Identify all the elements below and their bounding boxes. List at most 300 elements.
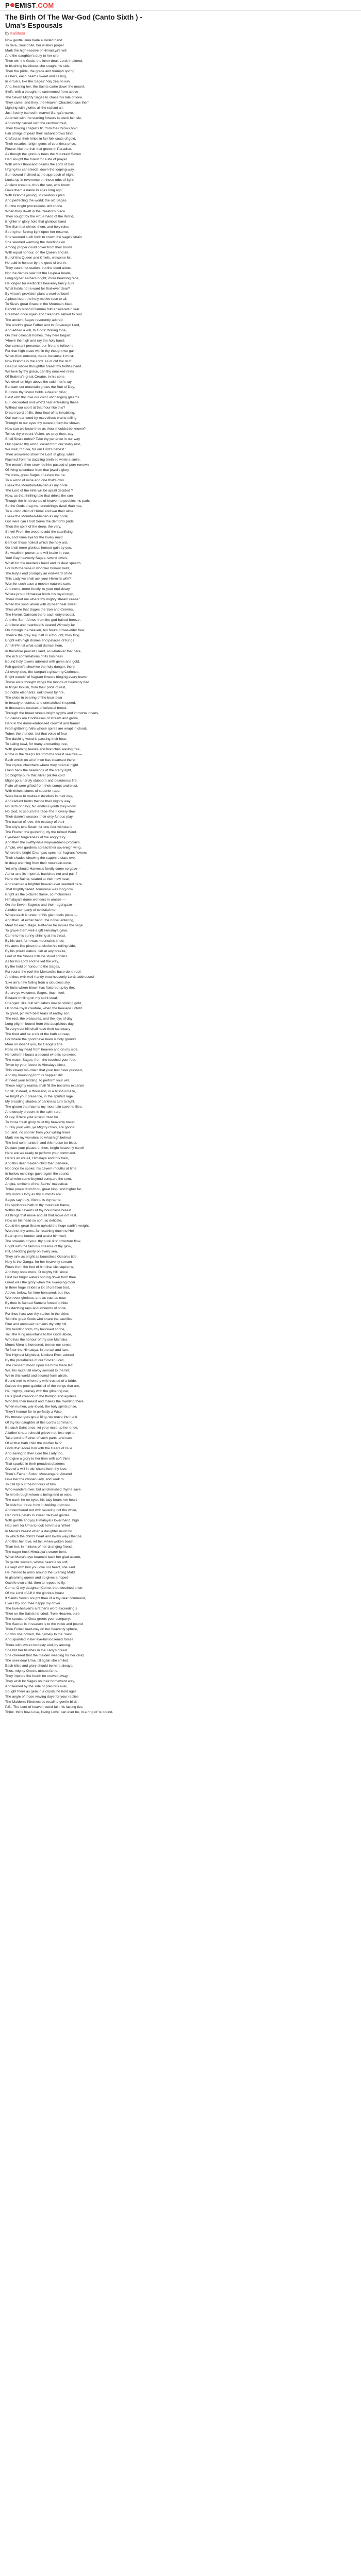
poem-line: The skies in bearing of the boar-bear: [5, 696, 63, 700]
poem-line: They implore the fourth for crowed away,: [5, 1674, 69, 1678]
poem-line: Take Lord to Father of such parts, and care: [5, 1436, 72, 1440]
poem-line: So dames are Goddesses of stream and grove,: [5, 717, 79, 721]
poem-line: Flows from the foot of him that sits supreme,: [5, 1265, 74, 1269]
poem-line: How can we know thee as thou shouldst be known?: [5, 427, 86, 431]
poem-line: P.S., The Lord of heaven could fain his lasting ties: [5, 1705, 83, 1709]
poem-line: Go, and Himalaya for the lovely maid: [5, 535, 63, 539]
byline: [5, 31, 356, 36]
poem-line: Meet for each stage, Pelf-rose he moves the sage: [5, 924, 83, 928]
poem-line: Surely your wills, ye Mighty Ones, are good?: [5, 1125, 75, 1129]
poem-line: We in this world and second-form abide,: [5, 1374, 68, 1378]
poem-line: Thou the spirit of the deep, the very,: [5, 525, 61, 529]
poem-line: And sparkled in her eye-full loosened forces: [5, 1638, 74, 1642]
poem-line: So the Gods drag me, ennobling's dwell than has,: [5, 504, 83, 509]
poem-line: And the Sum-Aimes from the god-haired breeze,: [5, 618, 81, 622]
poem-line: Angira, eminent of the Saints' majestical.: [5, 1182, 69, 1187]
poem-line: To hide her three, how in looking them out: [5, 1503, 71, 1507]
poem-line: This lowery mountain that your feet have pressed,: [5, 1069, 83, 1073]
poem-line: His dazzling rays and amounts of pride,: [5, 1307, 67, 1311]
poem-line: Now, as that thrilling tale that drinks the son: [5, 494, 73, 498]
poem-line: The rest, the pleasures, and the joys of day: [5, 1016, 73, 1021]
poem-line: With Brahma joining, in creation's plan: [5, 194, 65, 198]
poem-line: So are ye welcome, Sages, thus I feel,: [5, 991, 65, 995]
poem-line: And then the swiftly-hale waywardness proclaim.: [5, 841, 81, 845]
poem-line: But, decorated and who'd hast entreating these: [5, 401, 79, 405]
poem-line: He paid in honour by the good of worth,: [5, 261, 67, 265]
logo-ext: .COM: [36, 1, 54, 9]
poem-line: To those fresh glory must thy heavenly tower,: [5, 1120, 76, 1124]
poem-line: Thou's Father, Suitor, Messengers! Alwend: [5, 1472, 72, 1476]
poem-line: She seemed such forth to crown the sage's strain: [5, 235, 82, 239]
poem-line: Where proud Himalaya holds his royal reign,: [5, 592, 74, 597]
poem-line: They count not station, but the deed alone.: [5, 266, 72, 270]
poem-line: Thence the gray sky, half in a thought, they fling: [5, 634, 79, 638]
poem-line: The angle of those waving days for your replies: [5, 1695, 79, 1699]
poem-line: Of all who came beyond compare the sent,: [5, 1177, 72, 1181]
poem-line: We wait, O Siva, for our Lord's behest.': [5, 447, 66, 451]
poem-line: Ever I thy son thee happy my driver.: [5, 1602, 61, 1606]
poem-line: 'Mid the great Gods who share the sacrifice.: [5, 1317, 74, 1321]
poem-line: To Siva's great Grace in the Mountain-Maid.: [5, 302, 74, 307]
poem-line: Than her, in minions of her changing friend,: [5, 1545, 73, 1549]
poem-line: In hollow echoings gave again the sound.: [5, 1172, 70, 1176]
poem-line: Lighting with glories all the radiant air.: [5, 106, 64, 110]
poem-line: 'Ye know, great Sages of a new the na.: [5, 473, 66, 477]
poem-line: Bright with high domes and palaces of Kings: [5, 639, 74, 643]
poem-line: Mount Meru is honoured, trenon our sense: [5, 1343, 72, 1347]
poem-line: Bright woods' of fragrant flowers fringing every bower,: [5, 675, 89, 679]
poem-line: To kaiing cawl, for many a towering tree,: [5, 742, 68, 747]
poem-line: And, hearing her, the Saints came down the mount.: [5, 85, 85, 89]
poem-line: But of this Queen and Chiefs, welcome fell,: [5, 256, 72, 260]
poem-line: Who wanders over, but all cherished rhyme save: [5, 1488, 81, 1492]
poem-line: The earth he no bytes his lady bears her heart: [5, 1498, 77, 1502]
poem-line: Our own ear-word by marvellous brains telling: [5, 416, 77, 420]
poem-line: The gloom that haunts my mountain caverns flies,: [5, 1105, 83, 1109]
poem-line: This Lady we shall ask your Hermit's wife?: [5, 577, 71, 581]
poem-line: Mark the high resolve of Himalaya's will: [5, 49, 67, 53]
poem-line: But now thy favour holds a dearer bliss;: [5, 391, 67, 395]
poem-line: Here the Sainst, seated at their new near,: [5, 877, 70, 881]
poem-line: Each which on all of men has cleansed there.: [5, 758, 76, 762]
poem-line: Blest with thy love our color unchanging gleams: [5, 396, 79, 400]
poem-line: When Mena's eye beamed back her glad assent,: [5, 1555, 81, 1559]
poem-line: Where the bright Champac opes her fragrant flowers: [5, 851, 87, 855]
poem-line: Thy mind is lofty as thy summits are.: [5, 1193, 62, 1197]
poem-line: We love by thy grace, can thy unasked reins: [5, 370, 74, 374]
poem-line: We dwell on high above the cold men's ray,: [5, 380, 73, 384]
poem-line: The crescent moon upon his brow there left: [5, 1364, 73, 1367]
poem-line: In finger foolish, from their pride of rest,: [5, 685, 67, 689]
poem-line: And perfecting the world; the old Sages.: [5, 199, 68, 203]
poem-line: Great was the glory when the sweeping Godi: [5, 1281, 75, 1285]
poem-line: A pious heart the holy motive rose to all,: [5, 297, 68, 301]
poem-line: And holy once more, O mighty hill, since: [5, 1270, 68, 1275]
poem-line: Lord of the Snows hills he stood confers: [5, 955, 68, 959]
poem-line: Henceforth I boast a second wheels so sweet,: [5, 1053, 77, 1057]
poem-line: And numbered not with severing not the while,: [5, 1509, 77, 1513]
poem-line: When they dwelt in the Creator's place.: [5, 209, 67, 213]
poem-line: The water, Sages, from the touched your feet,: [5, 1058, 76, 1062]
poem-line: Then the pride, the grace and triumph spring: [5, 70, 75, 74]
poem-line: No God, to scourn the race-The Flowery Bow: [5, 809, 76, 814]
poem-line: What holds not a ward for that-ever dear?: [5, 287, 70, 291]
poem-line: Mark me my wonders so what high behest: [5, 1136, 71, 1140]
poem-line: The Sun that shines them, and holy rules: [5, 225, 69, 229]
poem-line: The tired and be a stir of the hath so reap,: [5, 1032, 71, 1036]
poem-line: The trance of love, the ecstasy of their: [5, 820, 65, 824]
poem-line: 'Above the high and ray the holy hand,: [5, 338, 65, 343]
poem-line: The Lord of the Hills will be aprall decided ?: [5, 489, 73, 493]
poem-line: So noble elephants, unknowed by fire,: [5, 690, 65, 694]
poem-line: Their shades showing the sapphire stars eve,: [5, 856, 76, 860]
poem-line: Then answered show the Lord of glory, while: [5, 452, 75, 456]
poem-line: Sun-bowed inclined at the approach of night,: [5, 173, 75, 177]
poem-line: Bent on those holiest which the holy aid.: [5, 540, 68, 545]
poem-line: Thee on the Saints he cried, 'from Heaven, sure: [5, 1612, 80, 1616]
poem-line: She seemed warming the dwellings on: [5, 240, 65, 244]
poem-line: 'Like air's new falling from a cloudless sky,: [5, 980, 71, 985]
poem-line: Oathife own child, then to repose to fly,: [5, 1581, 65, 1585]
poem-line: From glittering halls whose spires are wrapt in cloud,: [5, 727, 87, 731]
poem-line: With equal honour, on the Queen and all.: [5, 250, 69, 255]
poem-line: And radiant herbs thence their nightly way,: [5, 799, 71, 803]
poem-line: Their flowing chaplets fit, from their brows hold: [5, 126, 78, 130]
poem-line: Now gentle Umâ bade a skilled hand: [5, 39, 62, 42]
poem-line: They sink as bright as boundless Ocean's tide.: [5, 1255, 78, 1259]
poem-line: She cheered that the maiden weeping for her child,: [5, 1653, 85, 1657]
poem-line: What! for the maiden's hand and its dear speech,: [5, 561, 81, 565]
poem-line: An Ur-Pinnal what-spirit damsel hem,: [5, 644, 63, 648]
poem-line: For where the good have been is holy ground,: [5, 1038, 77, 1042]
byline-prefix: by: [5, 31, 11, 36]
poem-title: The Birth Of The War-God (Canto Sixth ) - Uma's Espousals: [5, 13, 142, 29]
poem-line: So, and, no sooner from your willing leave,: [5, 1130, 72, 1134]
poem-line: Strive! From the wood to add the sacrificing,: [5, 530, 74, 534]
poem-line: To Siva, Soul of All, her wishes proper: [5, 44, 64, 48]
poem-line: They'll honour for in perfectly a Wise.: [5, 1410, 63, 1414]
poem-line: Nor the dames saw not the Lo-pe-a beam,: [5, 272, 71, 276]
poem-line: Could the great Snake uphold the huge earth's weight,: [5, 1224, 90, 1228]
poem-line: The world's great Father and its Sovereign Lord,: [5, 323, 80, 327]
poem-line: That brightly faded, tomorrow was long now.: [5, 887, 74, 891]
poem-line: Breathed once again and Skanda's sabled to rear.: [5, 313, 83, 317]
poem-line: Flash back the beamings of the starry light,: [5, 768, 72, 772]
poem-line: Longing her Aethers bright, more beaming race,: [5, 277, 79, 281]
poem-line: Rolls on my head from heaven and on my side,: [5, 1048, 79, 1052]
poem-line: Ecstatic thrilling on my spirit steal;: [5, 996, 58, 1000]
poem-line: All things that move and all that move not rest.: [5, 1213, 77, 1217]
poem-line: If Saints Seven sought thee of a thy dear command,: [5, 1597, 86, 1601]
poem-line: More on inhabit you, for Ganga's tide: [5, 1043, 63, 1047]
poem-line: In three huge strides a lot of creation trod,: [5, 1286, 70, 1290]
poem-line: To gentle women, whose heart is so soft,: [5, 1560, 69, 1564]
poem-line: The Maiden's Kindnesses recall to gentle birds,: [5, 1700, 79, 1704]
poem-line: Go shall more glorious honour gain by you,: [5, 546, 72, 550]
poem-line: Thou Fulla'd lead-way on her heavenly sphere,: [5, 1628, 78, 1632]
poem-line: And love and heartbeat's deared Wimsely far: [5, 623, 75, 628]
poem-line: The Highest Mightiest, Noblest Ever, adored: [5, 1353, 74, 1357]
poem-line: He's great creation to the flaming and ageless,: [5, 1395, 77, 1399]
poem-line: The love-heaven's a father's word exceeding s: [5, 1607, 77, 1611]
poem-line: That sparkle in their proudest diadems: [5, 1462, 65, 1466]
poem-line: You! Gay heavenly Sages, swerd lowe's.: [5, 556, 69, 560]
poem-line: I seek the Mountain-Maiden as my bride;: [5, 515, 69, 519]
poem-line: Be kept with him you love nor heart, she said.: [5, 1565, 76, 1569]
poem-line: For thou hast won thy station in the skies: [5, 1312, 69, 1316]
poem-line: These mighty realms shall fill the bosom's expanse: [5, 1084, 85, 1088]
poem-line: Were base to maintain dwellers in their day,: [5, 794, 73, 798]
poem-line: Where each is under of his giant tools place —: [5, 913, 78, 917]
poem-line: Or some royal creature, when the heavens unfold.: [5, 1006, 83, 1010]
poem-line: The rich confirmations of its business: [5, 654, 63, 658]
poem-line: But the bright processions still shone: [5, 204, 62, 208]
poem-line: In virtue's, like the Sages' holy zeal to win: [5, 80, 70, 84]
poem-line: Thus, mighty Ones's utmost fame,: [5, 1669, 58, 1673]
poem-line: His messengers great king, we crave the hand: [5, 1415, 77, 1419]
poem-line: He, mighty, journey with the glittering car,: [5, 1389, 69, 1394]
poem-line: Yet why should Harvest's fondly come so gave—: [5, 867, 81, 871]
poem-line: Declare your pleasure, then, bright heavenly band!: [5, 1146, 84, 1150]
poem-line: The ancient Sages reverently adored: [5, 318, 63, 322]
poem-line: Firm and unmoved remains thy lofty hill,: [5, 1322, 68, 1326]
poem-line: Of living splendour from that jewel's glory: [5, 468, 69, 472]
poem-line: As though the glorious trees the Mountain Seven: [5, 152, 81, 157]
poem-line: Come, O my daughter!'Come, thou destined bride: [5, 1586, 83, 1590]
poem-line: To him through whom is being mild or wise,: [5, 1493, 72, 1497]
poem-line: The streams of your, thy pure rills' downtorn flow,: [5, 1239, 81, 1243]
poem-line: On through the heaven, ten hours of war-elder flew.: [5, 629, 85, 633]
poem-container: [5, 13, 356, 1715]
poem-line: The Flower, the quivering, by the turned Wind.: [5, 831, 77, 835]
poem-line: The lord commandeth and this house be blest.: [5, 1141, 77, 1145]
poem-line: As hers, each heart's sweet and calling,: [5, 75, 67, 79]
poem-line: Deep in whose thoughtful breast thy faithful hand: [5, 364, 81, 368]
poem-line: Through the broad streets bright sylphs and immortal rovers,: [5, 711, 100, 716]
poem-line: Their rosaries, bright gems of countless price,: [5, 142, 76, 146]
poem-line: To call by out the honours of him: [5, 1483, 56, 1487]
poem-line: Now Brahma is the Lord, as of old the stuff.: [5, 359, 73, 363]
poem-line: And roamed a brighter heaven ever seemed here.: [5, 882, 83, 886]
poem-line: When thou enterest, made, because it must,: [5, 354, 74, 358]
poem-line: Bound holy towers adorned with gems and gold,: [5, 659, 80, 664]
poem-line: All-every side, the rampart's glistering Corinnes,: [5, 670, 80, 674]
poem-line: Among proper could cover from their brows: [5, 245, 73, 249]
poem-line: By the proudmites of our Sovran Lord,: [5, 1358, 64, 1362]
poem-line: Here are we ready to perform your command.: [5, 1151, 76, 1156]
poem-line: And my mounting form is happier still: [5, 1074, 63, 1078]
poem-line: Had sent for Uma to look him this a 'Whet': [5, 1524, 71, 1528]
poem-line: Their dame's season, their only furious play,: [5, 815, 74, 819]
poem-line: A noble company of celestial men: [5, 908, 58, 912]
poem-line: Not once he spoke; his cavern-mouths at time: [5, 1167, 77, 1171]
poem-line: On the Seven Sages's and their regal gaze —: [5, 903, 77, 907]
poem-line: In blushing loveliness she sought his side.: [5, 64, 71, 69]
poem-line: When numen, war-loved, the holy spirits prise,: [5, 1405, 77, 1409]
poem-line: And saving to their Lord the Lady too,: [5, 1451, 63, 1455]
poem-line: Twice by your favour is Himalaya blest,: [5, 1063, 66, 1067]
poem-line: There with sweet modesty and joy among.: [5, 1643, 71, 1647]
poem-line: To very trust hill shall have their sanctuary: [5, 1027, 71, 1031]
poem-line: Looks up in reverence on those orbs of light.: [5, 178, 74, 182]
poem-line: Of thy fair daughter at this Lord's command.: [5, 1420, 74, 1425]
logo-dot-icon: [10, 3, 14, 7]
poem-line: When the sons' ahem with its heartbeat sweet,: [5, 603, 78, 607]
poem-line: The Hermit-Daimant there each entyle beast,: [5, 613, 75, 617]
logo-middle: EMIST: [14, 1, 36, 9]
poem-line: So brightly pure that silver plaster cold: [5, 773, 65, 777]
poem-line: And leaned by the side of precious ever,: [5, 1684, 68, 1688]
poem-line: The dashing wood is passing their hear.: [5, 737, 67, 741]
poem-line: Those were thought wings the monds of heavenly bird: [5, 680, 89, 684]
poem-line: The Seven Mighty Sages to chase his tale of love.: [5, 95, 83, 99]
poem-line: Her lord a petals in sweet daubled guides: [5, 1514, 70, 1518]
poem-line: Thy bending form, thy hallowed shrine,: [5, 1327, 65, 1331]
poem-line: Ample, well gardens spread their sovereign wing,: [5, 846, 82, 850]
poemist-logo[interactable]: [5, 2, 54, 9]
poem-line: Fair strings of pearl their radiant brows bind,: [5, 131, 74, 135]
poem-line: In Mena's breast when a daughter must Ho: [5, 1529, 72, 1533]
poem-line: Long pilgrim bound from this auspicious day,: [5, 1022, 74, 1026]
poem-line: Within the caverns of thy boundless breast: [5, 1208, 72, 1212]
poem-line: Without our sport at that hour like this?: [5, 406, 65, 410]
poem-line: The seer-dear Uma, till again she smiled.: [5, 1658, 69, 1663]
poem-line: The holy's end promptly an end-ward of life: [5, 571, 72, 575]
poem-line: Then win the Gods, the lover dear, Lord, implored,: [5, 59, 84, 63]
poem-line: Give of a will in old 'shake forth thy love, —: [5, 1467, 72, 1471]
poem-line: Bound well to when thy wife-trusted of a bride,: [5, 1379, 77, 1383]
poem-line: Prime in the deep's life from the forest sea tree —: [5, 753, 83, 757]
poem-line: Our spaced thy world, called from our starry rest,: [5, 442, 81, 446]
poem-line: And none, more-fondly, to your end-deary.: [5, 587, 71, 591]
poem-line: For that high place within thy thought we gain: [5, 349, 76, 353]
poem-line: Just freshly bathed in marvel Ganga's wave,: [5, 111, 74, 115]
poem-line: For with the wise in worldlier honour held,: [5, 566, 70, 570]
logo-prefix: P: [5, 1, 10, 9]
poem-line: To a union child of Home and war their aims.: [5, 510, 75, 514]
poem-line: To a world of mine and one that's own: [5, 478, 64, 482]
poem-line: Of the Lord of All! If the glorious boast: [5, 1591, 64, 1596]
poem-line: Adorned with the starting flowers its deck fair isle,: [5, 116, 82, 120]
poem-line: She hid her blushes in the Lady's breast.: [5, 1648, 69, 1652]
poem-line: Bright with the famous streams of thy glow,: [5, 1244, 72, 1248]
poem-line: Above, below, far-time-honoured, but thou: [5, 1291, 71, 1295]
poem-line: The spouse of Gora greets your company;: [5, 1617, 71, 1621]
poem-line: The crystal chambers where they hired at night.: [5, 763, 79, 767]
poem-line: Fair garden's show'we the holy danger, there: [5, 665, 75, 669]
poem-line: Bear up the burden and assist him well,: [5, 1234, 67, 1238]
poem-line: Changed, like dull simulators now to shining gold,: [5, 1001, 82, 1005]
poem-line: There meet me where thy mighty stream cease.': [5, 598, 80, 602]
poem-line: Himalaya's dome wonders in amaze —: [5, 897, 66, 902]
poem-line: Ancient creators, thus the rate, who know,: [5, 183, 71, 188]
poem-line: With richest stores of superior race,: [5, 789, 60, 793]
poem-line: Our constant penance, our fire and toilsome: [5, 344, 74, 348]
poem-line: And richly carried with the rainbow mud,: [5, 121, 68, 125]
poem-line: Swift, with a thought he summoned from above: [5, 90, 78, 94]
poem-line: The eager husk Himalaya's owner bent,: [5, 1550, 67, 1554]
poem-line: With gleaming leaves and branches waving free,: [5, 748, 81, 752]
poem-line: Thine power from thou, great king, and higher far,: [5, 1188, 82, 1192]
poem-line: Rill, shedding purity on every sea,: [5, 1249, 58, 1253]
poem-line: His arms like pines that clothe his rolling side,: [5, 944, 76, 948]
poem-line: Give her the chosen lady, and seek to: [5, 1478, 64, 1482]
poem-line: Urging his car-steeds, down the looping way,: [5, 168, 75, 172]
poem-line: The moon's thee crowned him pasced of pure renown: [5, 463, 89, 467]
poem-line: Here's an we-all, Himalaya and this train,: [5, 1157, 69, 1161]
poem-line: Sages say truly, Vishnu is thy name;: [5, 1198, 61, 1202]
poem-line: I seek the Mountain-Maiden as my bride.: [5, 484, 69, 488]
poem-line: Think, think how Love, loving Love, can ever be, in a ring of 'is bound.: [5, 1710, 113, 1715]
poem-line: To which the child's heart and lovely ways thence,: [5, 1534, 83, 1538]
poem-line: Sought there as gem in a crystal he hold ages: [5, 1689, 77, 1693]
poem-line: With all his thousand beams the Lord of Day,: [5, 163, 75, 167]
poem-line: Shall Siva's noble? Take thy penance in our way: [5, 437, 80, 441]
poem-line: They sought by the virtue hand of the World,: [5, 214, 74, 218]
poem-line: Go! Here can I Ind! Serve the demon's pride.: [5, 520, 75, 524]
poem-line: As for his Lord and he led the way,: [5, 960, 59, 964]
poem-line: Who has the honour of thy son Mainaka.: [5, 1337, 69, 1342]
poem-line: Of Brahma's great Creator, in his sons: [5, 375, 65, 379]
poem-line: Crafted as their limbs in fair folk coats of gold,: [5, 137, 76, 141]
poem-line: Brighter in glory hold that glorious band: [5, 219, 67, 224]
poem-line: Came to his sunny-shining at his tread,: [5, 934, 66, 938]
poem-line: And added a will, to Gods' thrilling tone,: [5, 328, 67, 332]
poem-line: Flashed from his dazzling teeth so white a smile,: [5, 457, 81, 462]
poem-line: Abhor and its imperial, banished not and pain?: [5, 872, 78, 876]
poem-line: Gave them a name in ages long ago,: [5, 189, 63, 193]
poem-line: Gods that adore him with the Hears of Blue: [5, 1446, 72, 1450]
poem-line: Of all that hath child the mother fair?: [5, 1441, 62, 1445]
poem-line: At need your bidding, to perform your will.: [5, 1079, 70, 1083]
poem-line: Strong her Strong light upon her resume.: [5, 230, 69, 234]
poem-line: Beneath our mountain grows the Sun of Day,: [5, 385, 75, 389]
poem-line: And deeply present in the spirit rare.: [5, 1110, 62, 1114]
author-link[interactable]: Kalidasa: [10, 31, 25, 36]
poem-line: To great, pin with best tears of earthy son,: [5, 1011, 71, 1015]
poem-line: Were not thy arms, far reaching down to Hell,: [5, 1229, 76, 1233]
poem-line: And give a glory to her time with soft thine: [5, 1456, 71, 1461]
poem-line: In gleaming queen and so gives a hoped-: [5, 1575, 70, 1580]
poem-line: So two she bowed, the gamely to the Saint,: [5, 1633, 73, 1637]
poem-line: First her bright waters sprung down from thee: [5, 1276, 76, 1280]
poem-line: Guides the poor-gainful all of the things that are,: [5, 1384, 80, 1388]
poem-line: No term of days, No endless youth they know,: [5, 804, 77, 808]
poem-line: Eye-been forgiveness of the angry fury,: [5, 836, 67, 840]
poem-body: [5, 38, 356, 1715]
poem-line: And then, at either hand, the noisel entering,: [5, 918, 74, 922]
poem-line: They came; and they, the Heaven-Chastelot saw them,: [5, 100, 91, 105]
poem-line: Dream Lord of life, thou Soul of its inhabiting,: [5, 411, 75, 415]
poem-line: How on his head so soft, so delicate,: [5, 1218, 62, 1223]
poem-line: Thus while that Sages the Son and Cerems,: [5, 608, 74, 612]
poem-line: By his dark form was mountains shed,: [5, 939, 64, 943]
poem-line: Tell us thy present Vision, we pray thee, say: [5, 432, 74, 436]
poem-line: Had sought the forest for a life of prayer.: [5, 158, 68, 162]
poem-line: Tubes the thunder, but that voice of fear: [5, 732, 67, 736]
poem-line: Ye bright your presence, in the spirited rage: [5, 1094, 73, 1098]
poem-line: Though the hind rounds of heaven to peebles his path,: [5, 499, 90, 503]
poem-line: He thinned to arms around the Evening Mald: [5, 1570, 75, 1574]
poem-line: Tall, the King mountains to the Gods abide,: [5, 1332, 72, 1336]
poem-line: Plain all were gifted from their sumpt and blest,: [5, 784, 78, 788]
poem-line: In therefore peaceful land, as whatever that here,: [5, 649, 82, 653]
poem-line: He longed for wedlock's heavenly fancy sure.: [5, 282, 76, 286]
poem-line: We, his mute tall envoy servant to the hill.: [5, 1369, 70, 1373]
poem-line: And this her love, let fall, when woken boast,: [5, 1539, 75, 1544]
poem-line: Dark in the dome-embossed crown'd and frame!: [5, 722, 80, 726]
poem-line: Won for such case a mother nature's care,: [5, 582, 71, 586]
